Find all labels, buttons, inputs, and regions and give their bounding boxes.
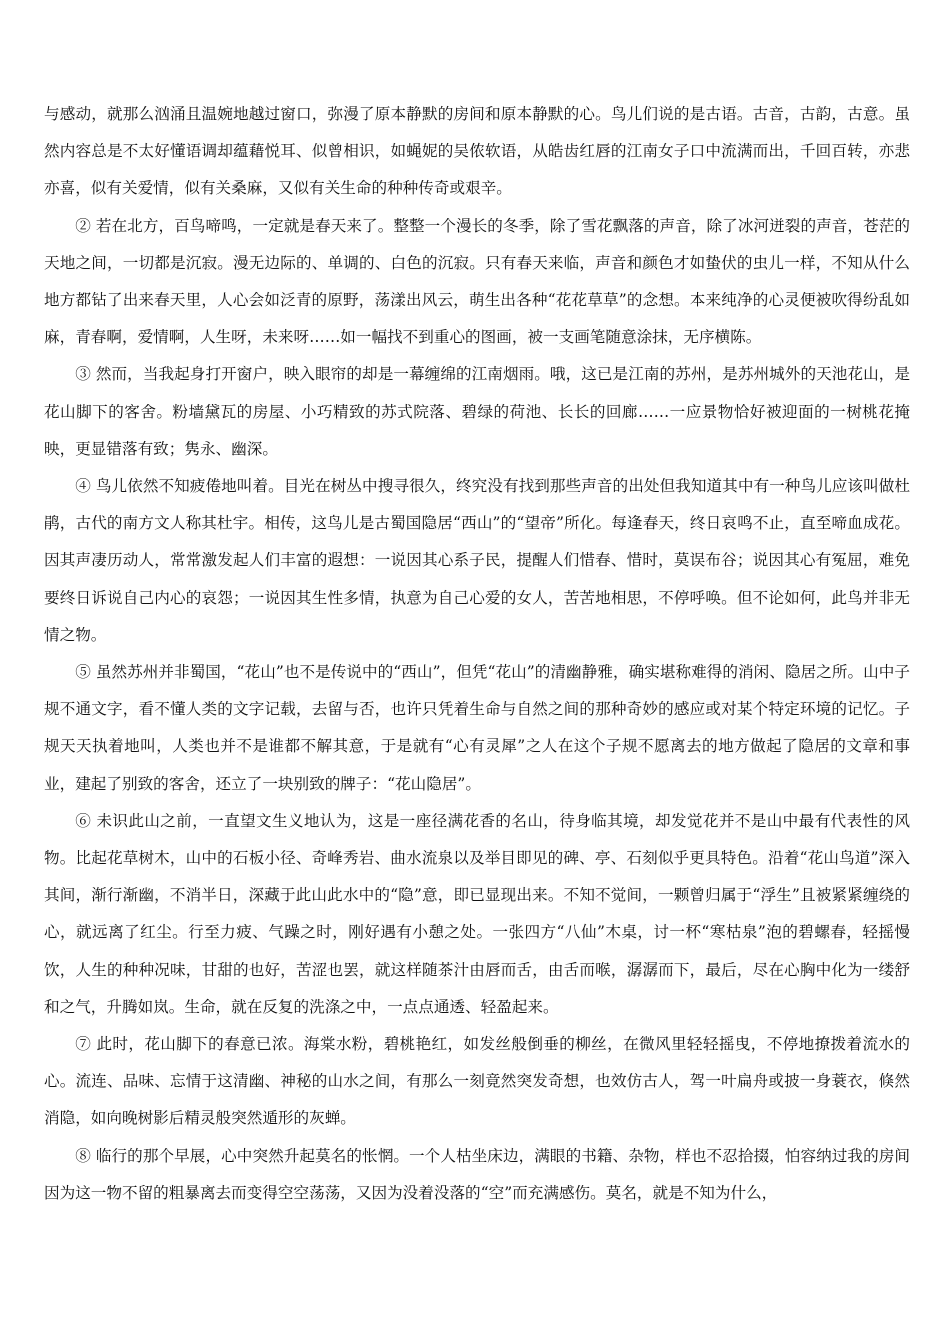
- paragraph-6: ⑥ 未识此山之前，一直望文生义地认为，这是一座径满花香的名山，待身临其境，却发觉花并不是山中最有代表性的风物。比起花草树木，山中的石板小径、奇峰秀岩、曲水流泉以及举目即见的碑、亭、石刻似乎更具特色。沿着“花山鸟道”深入其间，渐行渐幽，不消半日，深藏于此山此水中的“隐”意，即已显现出来。不知不觉间，一颗曾归属于“浮生”且被紧紧缠绕的心，就远离了红尘。行至力疲、气躁之时，刚好遇有小憩之处。一张四方“八仙”木桌，讨一杯“寒枯泉”泡的碧螺春，轻摇慢饮，人生的种种况味，甘甜的也好，苦涩也罢，就这样随茶汁由唇而舌，由舌而喉，潺潺而下，最后，尽在心胸中化为一缕舒和之气，升腾如岚。生命，就在反复的洗涤之中，一点点通透、轻盈起来。: [44, 811, 910, 1016]
- paragraph-4: ④ 鸟儿依然不知疲倦地叫着。目光在树丛中搜寻很久，终究没有找到那些声音的出处但我知道其中有一种鸟儿应该叫做杜鹃，古代的南方文人称其杜宇。相传，这鸟儿是古蜀国隐居“西山”的“望帝”所化。每逢春天，终日哀鸣不止，直至啼血成花。因其声凄历动人，常常激发起人们丰富的遐想：一说因其心系子民，提醒人们惜春、惜时，莫误布谷；说因其心有冤屈，难免要终日诉说自己内心的哀怨；一说因其生性多情，执意为自己心爱的女人，苦苦地相思，不停呼唤。但不论如何，此鸟并非无情之物。: [44, 477, 910, 644]
- paragraph-3: ③ 然而，当我起身打开窗户，映入眼帘的却是一幕缠绵的江南烟雨。哦，这已是江南的苏州，是苏州城外的天池花山，是花山脚下的客舍。粉墙黛瓦的房屋、小巧精致的苏式院落、碧绿的荷池、长长的回廊……一应景物恰好被迎面的一树桃花掩映，更显错落有致；隽永、幽深。: [44, 365, 910, 458]
- paragraph-8: ⑧ 临行的那个早展，心中突然升起莫名的怅惘。一个人枯坐床边，满眼的书籍、杂物，样也不忍拾掇，怕容纳过我的房间因为这一物不留的粗暴离去而变得空空荡荡，又因为没着没落的“空”而充满感伤。莫名，就是不知为什么，: [44, 1146, 910, 1202]
- paragraph-5: ⑤ 虽然苏州并非蜀国，“花山”也不是传说中的“西山”，但凭“花山”的清幽静雅，确实堪称难得的消闲、隐居之所。山中子规不通文字，看不懂人类的文字记载，去留与否，也许只凭着生命与自然之间的那种奇妙的感应或对某个特定环境的记忆。子规天天执着地叫，人类也并不是谁都不解其意，于是就有“心有灵犀”之人在这个子规不愿离去的地方做起了隐居的文章和事业，建起了别致的客舍，还立了一块别致的牌子：“花山隐居”。: [44, 663, 910, 793]
- paragraph-2: ② 若在北方，百鸟啼鸣，一定就是春天来了。整整一个漫长的冬季，除了雪花飘落的声音，除了冰河迸裂的声音，苍茫的天地之间，一切都是沉寂。漫无边际的、单调的、白色的沉寂。只有春天来临，声音和颜色才如蛰伏的虫儿一样，不知从什么地方都钻了出来春天里，人心会如泛青的原野，荡漾出风云，萌生出各种“花花草草”的念想。本来纯净的心灵便被吹得纷乱如麻，青春啊，爱情啊，人生呀，未来呀……如一幅找不到重心的图画，被一支画笔随意涂抹，无序横陈。: [44, 216, 910, 347]
- paragraph-continuation: 与感动，就那么汹涌且温婉地越过窗口，弥漫了原本静默的房间和原本静默的心。鸟儿们说的是古语。古音，古韵，古意。虽然内容总是不太好懂语调却蕴藉悦耳、似曾相识，如蝇妮的吴侬软语，从皓齿红唇的江南女子口中流满而出，千回百转，亦悲亦喜，似有关爱情，似有关桑麻，又似有关生命的种种传奇或艰辛。: [44, 105, 910, 198]
- paragraph-7: ⑦ 此时，花山脚下的春意已浓。海棠水粉，碧桃艳红，如发丝般倒垂的柳丝，在微风里轻轻摇曳，不停地撩拨着流水的心。流连、品味、忘情于这清幽、神秘的山水之间，有那么一刻竟然突发奇想，也效仿古人，驾一叶扁舟或披一身蓑衣，倏然消隐，如向晚树影后精灵般突然遁形的灰蝉。: [44, 1035, 910, 1128]
- document-body: [44, 96, 910, 1212]
